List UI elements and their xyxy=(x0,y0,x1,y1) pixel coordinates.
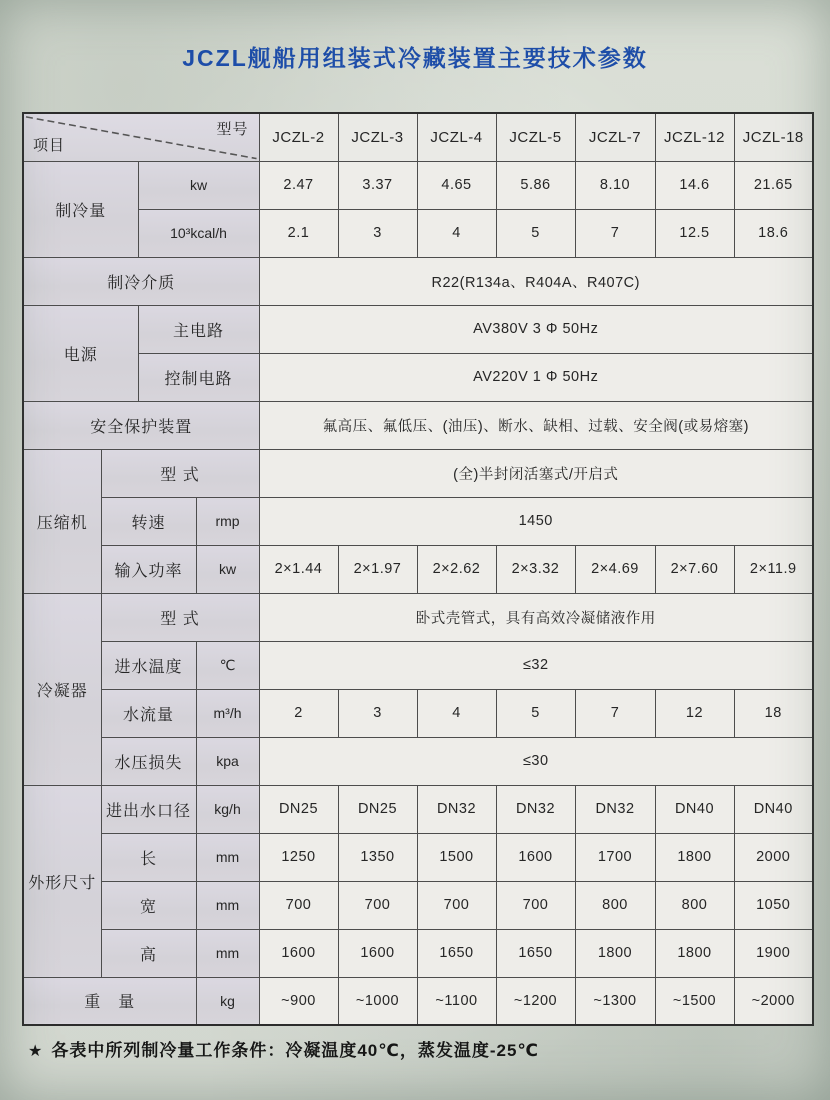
model-header: JCZL-5 xyxy=(496,113,575,161)
model-header: JCZL-4 xyxy=(417,113,496,161)
model-header: JCZL-2 xyxy=(259,113,338,161)
cooling-kw-value: 3.37 xyxy=(338,161,417,209)
corner-model-label: 型号 xyxy=(216,121,249,138)
star-icon: ★ xyxy=(28,1043,44,1060)
footnote-text: 各表中所列制冷量工作条件：冷凝温度40℃，蒸发温度-25℃ xyxy=(51,1041,539,1060)
compressor-input-value: 2×7.60 xyxy=(655,545,734,593)
section-label-dimensions: 外形尺寸 xyxy=(23,785,101,977)
weight-value: ~1000 xyxy=(338,977,417,1025)
cooling-kcal-value: 18.6 xyxy=(734,209,813,257)
dimensions-length-label: 长 xyxy=(101,833,196,881)
compressor-input-value: 2×3.32 xyxy=(496,545,575,593)
section-label-compressor: 压缩机 xyxy=(23,449,101,593)
dimensions-pipe-value: DN25 xyxy=(338,785,417,833)
cooling-kw-value: 14.6 xyxy=(655,161,734,209)
power-main-value: AV380V 3 Φ 50Hz xyxy=(259,305,813,353)
condenser-flow-value: 7 xyxy=(575,689,655,737)
weight-value: ~1300 xyxy=(575,977,655,1025)
condenser-inlet-label: 进水温度 xyxy=(101,641,196,689)
section-label-condenser: 冷凝器 xyxy=(23,593,101,785)
dimensions-length-value: 1500 xyxy=(417,833,496,881)
cooling-kw-value: 8.10 xyxy=(575,161,655,209)
page-title: JCZL舰船用组装式冷藏装置主要技术参数 xyxy=(182,45,648,71)
dimensions-height-value: 1600 xyxy=(259,929,338,977)
model-header: JCZL-18 xyxy=(734,113,813,161)
unit-label-mm: mm xyxy=(196,833,259,881)
condenser-flow-value: 2 xyxy=(259,689,338,737)
compressor-speed-row xyxy=(23,497,813,545)
dimensions-pipe-value: DN32 xyxy=(575,785,655,833)
unit-label-kcal: 10³kcal/h xyxy=(138,209,259,257)
condenser-flow-value: 4 xyxy=(417,689,496,737)
refrigerant-value: R22(R134a、R404A、R407C) xyxy=(259,257,813,305)
dimensions-width-value: 1050 xyxy=(734,881,813,929)
cooling-kw-value: 5.86 xyxy=(496,161,575,209)
unit-label-kw: kw xyxy=(138,161,259,209)
compressor-input-value: 2×4.69 xyxy=(575,545,655,593)
safety-label: 安全保护装置 xyxy=(23,401,259,449)
compressor-speed-value: 1450 xyxy=(259,497,813,545)
dimensions-height-row xyxy=(23,929,813,977)
compressor-input-value: 2×1.97 xyxy=(338,545,417,593)
unit-label-kg: kg xyxy=(196,977,259,1025)
cooling-kcal-row xyxy=(23,209,813,257)
condenser-flow-value: 5 xyxy=(496,689,575,737)
dimensions-width-value: 700 xyxy=(338,881,417,929)
unit-label-kpa: kpa xyxy=(196,737,259,785)
dimensions-length-value: 1350 xyxy=(338,833,417,881)
section-label-power: 电源 xyxy=(23,305,138,401)
model-header: JCZL-7 xyxy=(575,113,655,161)
condenser-flow-label: 水流量 xyxy=(101,689,196,737)
unit-label-mm: mm xyxy=(196,881,259,929)
condenser-type-row xyxy=(23,593,813,641)
compressor-type-value: (全)半封闭活塞式/开启式 xyxy=(259,449,813,497)
header-row xyxy=(23,113,813,161)
condenser-flow-value: 12 xyxy=(655,689,734,737)
cooling-kcal-value: 2.1 xyxy=(259,209,338,257)
power-main-row xyxy=(23,305,813,353)
condenser-loss-label: 水压损失 xyxy=(101,737,196,785)
cooling-kcal-value: 5 xyxy=(496,209,575,257)
compressor-speed-label: 转速 xyxy=(101,497,196,545)
refrigerant-label: 制冷介质 xyxy=(23,257,259,305)
condenser-type-value: 卧式壳管式，具有高效冷凝储液作用 xyxy=(259,593,813,641)
section-label-cooling: 制冷量 xyxy=(23,161,138,257)
safety-row xyxy=(23,401,813,449)
model-header: JCZL-12 xyxy=(655,113,734,161)
power-main-label: 主电路 xyxy=(138,305,259,353)
weight-value: ~2000 xyxy=(734,977,813,1025)
dimensions-height-value: 1900 xyxy=(734,929,813,977)
dimensions-pipe-value: DN25 xyxy=(259,785,338,833)
weight-value: ~900 xyxy=(259,977,338,1025)
refrigerant-row xyxy=(23,257,813,305)
dimensions-width-value: 700 xyxy=(417,881,496,929)
dimensions-length-row xyxy=(23,833,813,881)
cooling-kcal-value: 7 xyxy=(575,209,655,257)
condenser-type-label: 型 式 xyxy=(101,593,259,641)
weight-value: ~1500 xyxy=(655,977,734,1025)
dimensions-width-label: 宽 xyxy=(101,881,196,929)
condenser-flow-value: 3 xyxy=(338,689,417,737)
safety-value: 氟高压、氟低压、(油压)、断水、缺相、过载、安全阀(或易熔塞) xyxy=(259,401,813,449)
cooling-kw-value: 21.65 xyxy=(734,161,813,209)
condenser-inlet-row xyxy=(23,641,813,689)
cooling-kcal-value: 12.5 xyxy=(655,209,734,257)
dimensions-height-value: 1800 xyxy=(655,929,734,977)
unit-label-kw: kw xyxy=(196,545,259,593)
compressor-input-value: 2×1.44 xyxy=(259,545,338,593)
dimensions-pipe-value: DN32 xyxy=(496,785,575,833)
cooling-kw-value: 2.47 xyxy=(259,161,338,209)
dimensions-length-value: 1800 xyxy=(655,833,734,881)
unit-label-m3h: m³/h xyxy=(196,689,259,737)
condenser-loss-row xyxy=(23,737,813,785)
weight-label: 重 量 xyxy=(23,977,196,1025)
dimensions-pipe-row xyxy=(23,785,813,833)
dimensions-height-value: 1650 xyxy=(417,929,496,977)
compressor-type-label: 型 式 xyxy=(101,449,259,497)
dimensions-height-value: 1800 xyxy=(575,929,655,977)
unit-label-celsius: ℃ xyxy=(196,641,259,689)
dimensions-height-value: 1650 xyxy=(496,929,575,977)
compressor-input-row xyxy=(23,545,813,593)
dimensions-width-value: 700 xyxy=(259,881,338,929)
dimensions-length-value: 2000 xyxy=(734,833,813,881)
dimensions-length-value: 1250 xyxy=(259,833,338,881)
model-header: JCZL-3 xyxy=(338,113,417,161)
weight-value: ~1200 xyxy=(496,977,575,1025)
compressor-input-value: 2×11.9 xyxy=(734,545,813,593)
dimensions-pipe-label: 进出水口径 xyxy=(101,785,196,833)
footnote xyxy=(28,1036,539,1061)
power-control-row xyxy=(23,353,813,401)
dimensions-pipe-value: DN40 xyxy=(734,785,813,833)
power-control-label: 控制电路 xyxy=(138,353,259,401)
dimensions-height-label: 高 xyxy=(101,929,196,977)
dimensions-width-value: 800 xyxy=(575,881,655,929)
power-control-value: AV220V 1 Φ 50Hz xyxy=(259,353,813,401)
dimensions-width-value: 700 xyxy=(496,881,575,929)
weight-row xyxy=(23,977,813,1025)
dimensions-width-row xyxy=(23,881,813,929)
compressor-input-value: 2×2.62 xyxy=(417,545,496,593)
corner-item-label: 项目 xyxy=(33,136,66,154)
condenser-loss-value: ≤30 xyxy=(259,737,813,785)
unit-label-mm: mm xyxy=(196,929,259,977)
dimensions-length-value: 1700 xyxy=(575,833,655,881)
dimensions-width-value: 800 xyxy=(655,881,734,929)
dimensions-length-value: 1600 xyxy=(496,833,575,881)
unit-label-rmp: rmp xyxy=(196,497,259,545)
condenser-flow-value: 18 xyxy=(734,689,813,737)
cooling-kcal-value: 4 xyxy=(417,209,496,257)
corner-header-cell xyxy=(23,113,259,161)
condenser-flow-row xyxy=(23,689,813,737)
unit-label-kgh: kg/h xyxy=(196,785,259,833)
dimensions-height-value: 1600 xyxy=(338,929,417,977)
compressor-input-label: 输入功率 xyxy=(101,545,196,593)
cooling-kcal-value: 3 xyxy=(338,209,417,257)
dimensions-pipe-value: DN32 xyxy=(417,785,496,833)
condenser-inlet-value: ≤32 xyxy=(259,641,813,689)
dimensions-pipe-value: DN40 xyxy=(655,785,734,833)
cooling-kw-row xyxy=(23,161,813,209)
cooling-kw-value: 4.65 xyxy=(417,161,496,209)
spec-table xyxy=(22,112,814,1026)
weight-value: ~1100 xyxy=(417,977,496,1025)
compressor-type-row xyxy=(23,449,813,497)
